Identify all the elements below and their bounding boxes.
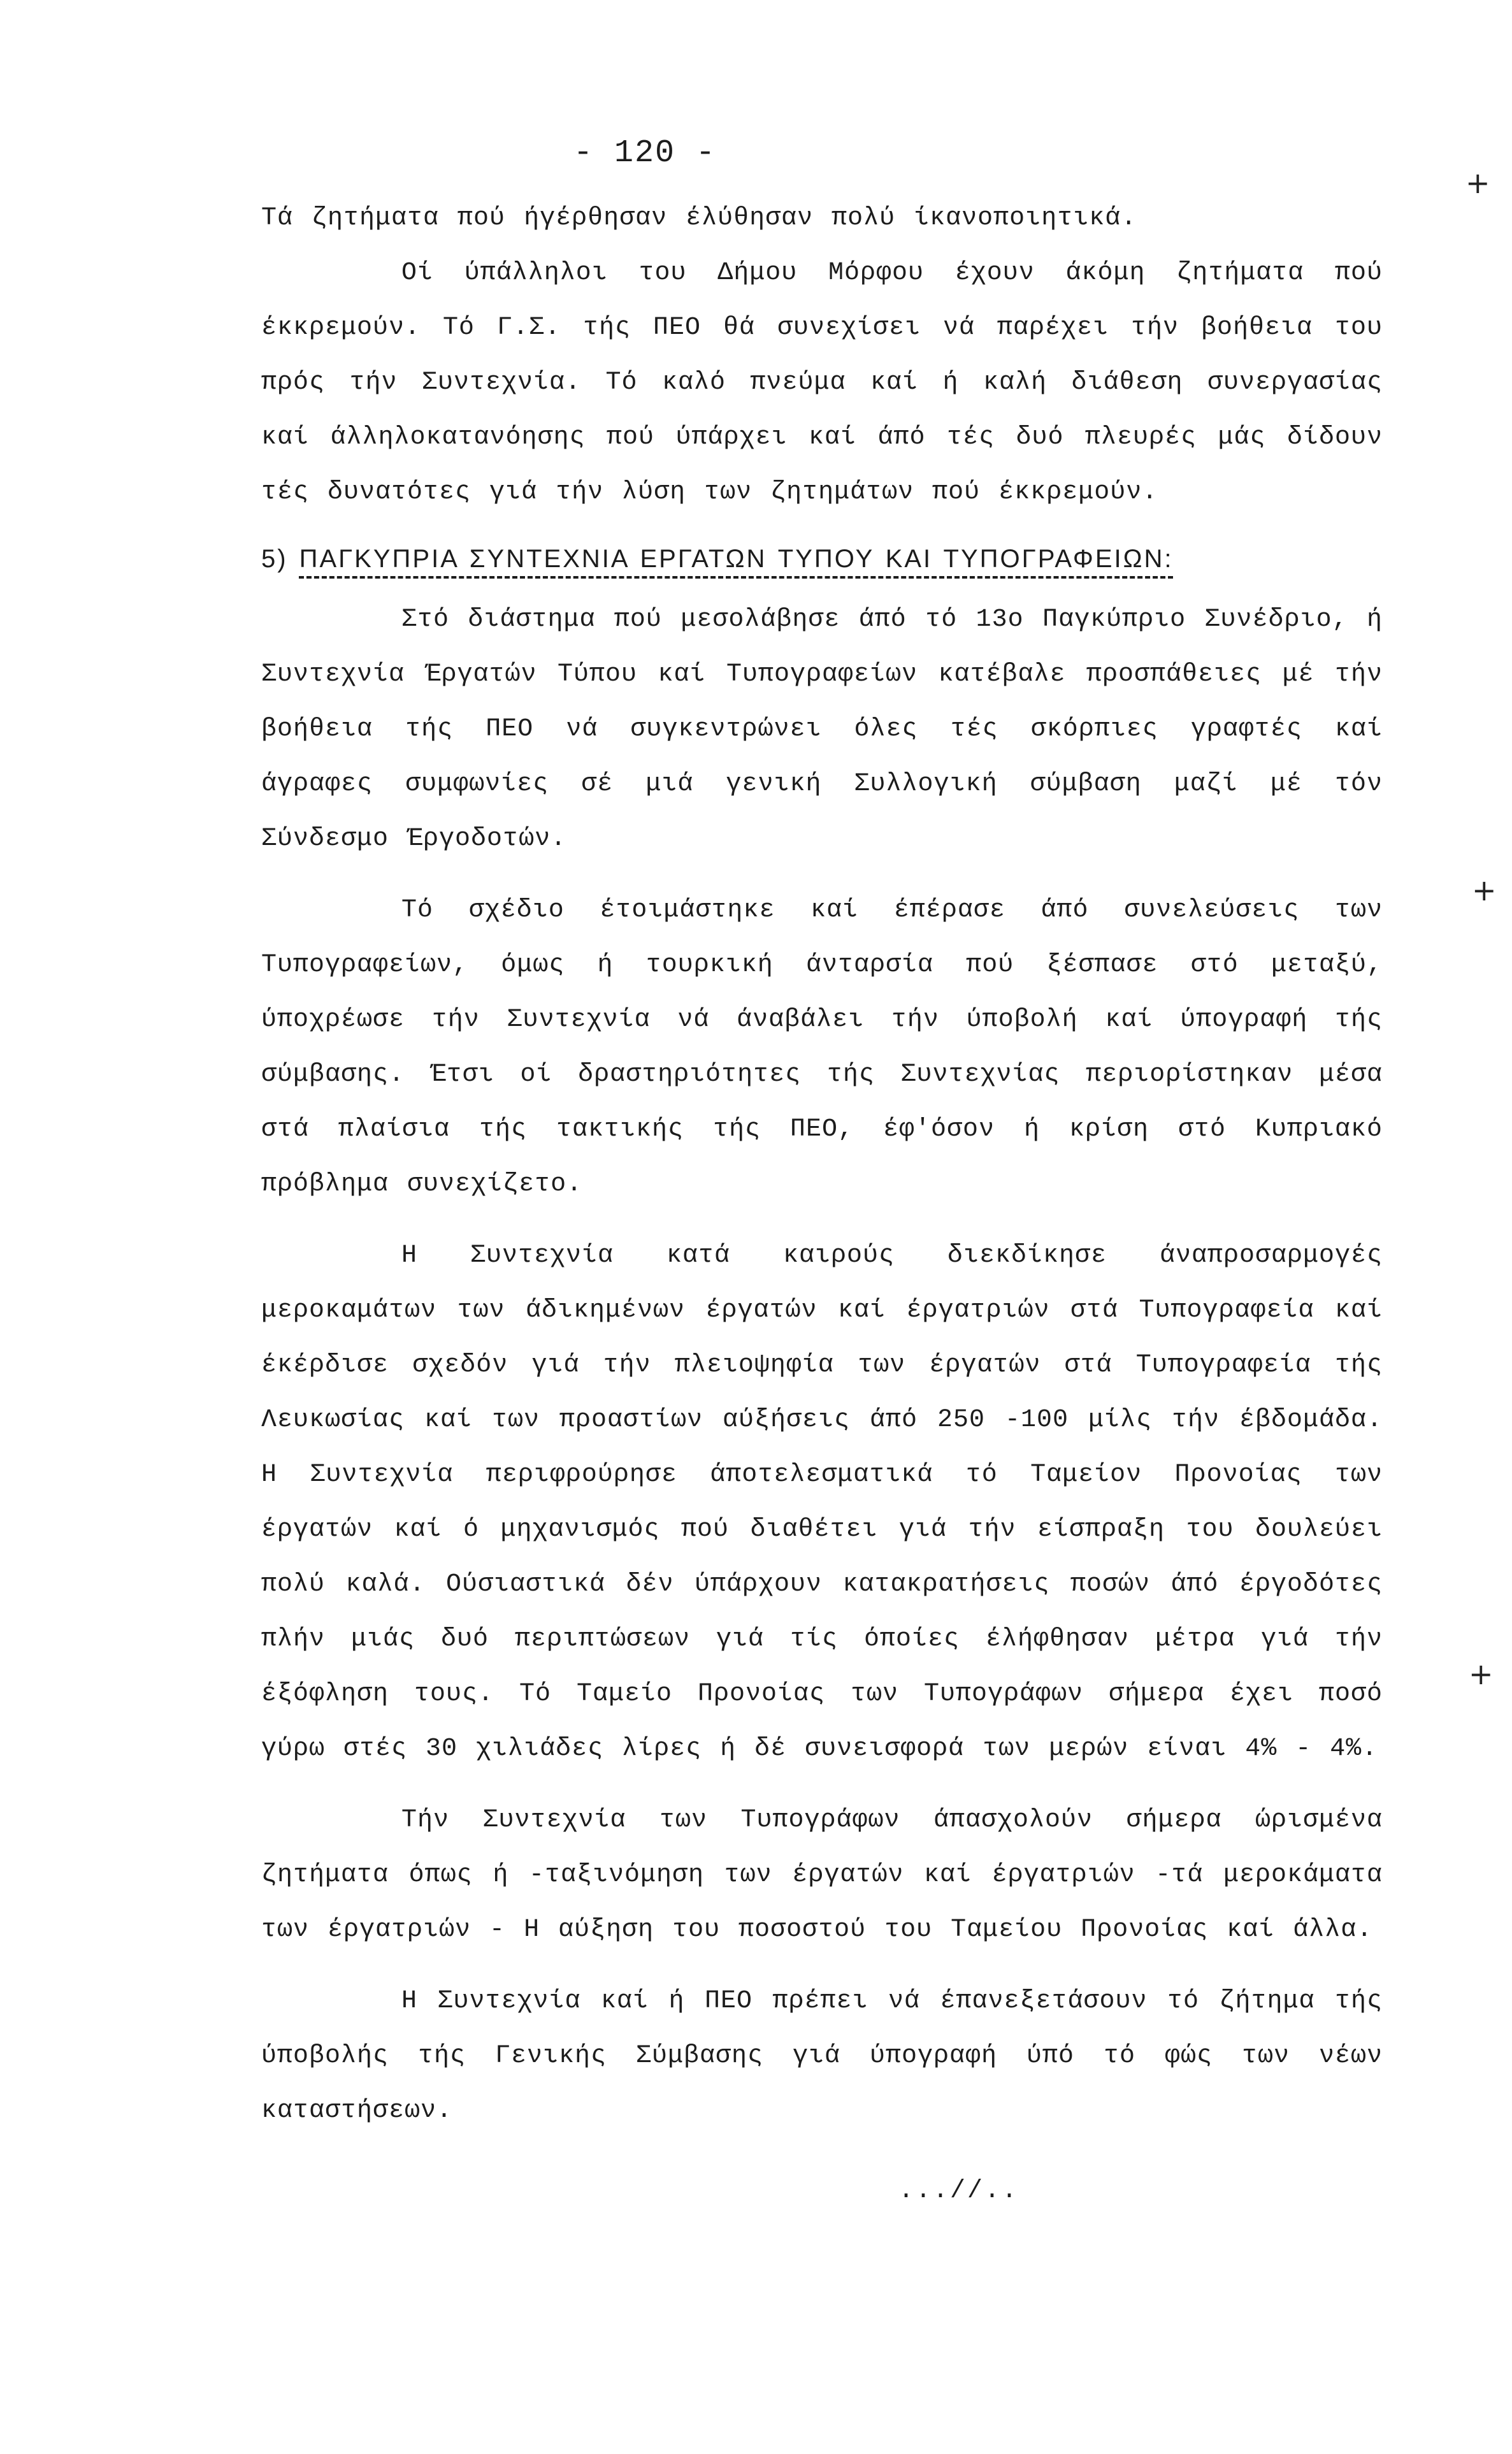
paragraph-morphou-employees: Οί ύπάλληλοι του Δήμου Μόρφου έχουν άκόμη ζητήματα πού έκκρεμούν. Τό Γ.Σ. τής ΠΕΟ θά συνεχίσει νά παρέχει τήν βοήθεια του πρός τήν Συντεχνία. Τό καλό πνεύμα καί ή καλή διάθεση συνεργασίας καί άλληλοκατανόησης πού ύπάρχει καί άπό τές δυό πλευρές μάς δίδουν τές δυνατότες γιά τήν λύση των ζητημάτων πού έκκρεμούν. (261, 259, 1383, 507)
paragraph-reexamine-agreement: Η Συντεχνία καί ή ΠΕΟ πρέπει νά έπανεξετάσουν τό ζήτημα τής ύποβολής τής Γενικής Σύμβασης γιά ύπογραφή ύπό τό φώς των νέων καταστήσεων. (261, 1987, 1383, 2125)
document-body (261, 191, 1383, 2219)
paragraph-resolved-issues: Τά ζητήματα πού ήγέρθησαν έλύθησαν πολύ ίκανοποιητικά. (261, 204, 1137, 233)
paragraph-current-issues: Τήν Συντεχνία των Τυπογράφων άπασχολούν σήμερα ώρισμένα ζητήματα όπως ή -ταξινόμηση των έργατών καί έργατριών -τά μεροκάματα των έργατριών - Η αύξηση του ποσοστού του Ταμείου Προνοίας καί άλλα. (261, 1806, 1383, 1944)
page-number: - 120 - (573, 135, 717, 171)
section-heading (261, 531, 1383, 586)
section-title: ΠΑΓΚΥΠΡΙΑ ΣΥΝΤΕΧΝΙΑ ΕΡΓΑΤΩΝ ΤΥΠΟΥ ΚΑΙ ΤΥΠΟΓΡΑΦΕΙΩΝ: (299, 545, 1174, 573)
paragraph-collective-agreement: Στό διάστημα πού μεσολάβησε άπό τό 13ο Παγκύπριο Συνέδριο, ή Συντεχνία Έργατών Τύπου καί Τυπογραφείων κατέβαλε προσπάθειες μέ τήν βοήθεια τής ΠΕΟ νά συγκεντρώνει όλες τές σκόρπιες γραφτές καί άγραφες συμφωνίες σέ μιά γενική Συλλογική σύμβαση μαζί μέ τόν Σύνδεσμο Έργοδοτών. (261, 605, 1383, 853)
closing-mark: ...//.. (898, 2177, 1019, 2205)
section-number: 5) (261, 545, 288, 573)
margin-mark-icon: + (1465, 166, 1490, 200)
paragraph-wage-adjustments: Η Συντεχνία κατά καιρούς διεκδίκησε άναπροσαρμογές μεροκαμάτων των άδικημένων έργατών καί έργατριών στά Τυπογραφεία καί έκέρδισε σχεδόν γιά τήν πλειοψηφία των έργατών στά Τυπογραφεία τής Λευκωσίας καί των προαστίων αύξήσεις άπό 250 -100 μίλς τήν έβδομάδα. Η Συντεχνία περιφρούρησε άποτελεσματικά τό Ταμείον Προνοίας των έργατών καί ό μηχανισμός πού διαθέτει γιά τήν είσπραξη του δουλεύει πολύ καλά. Ούσιαστικά δέν ύπάρχουν κατακρατήσεις ποσών άπό έργοδότες πλήν μιάς δυό περιπτώσεων γιά τίς όποίες έλήφθησαν μέτρα γιά τήν έξόφληση τους. Τό Ταμείο Προνοίας των Τυπογράφων σήμερα έχει ποσό γύρω στές 30 χιλιάδες λίρες ή δέ συνεισφορά των μερών είναι 4% - 4%. (261, 1241, 1383, 1763)
margin-mark-icon: + (1472, 873, 1497, 907)
paragraph-draft-plan: Τό σχέδιο έτοιμάστηκε καί έπέρασε άπό συνελεύσεις των Τυπογραφείων, όμως ή τουρκική άνταρσία πού ξέσπασε στό μεταξύ, ύποχρέωσε τήν Συντεχνία νά άναβάλει τήν ύποβολή καί ύπογραφή τής σύμβασης. Έτσι οί δραστηριότητες τής Συντεχνίας περιορίστηκαν μέσα στά πλαίσια τής τακτικής τής ΠΕΟ, έφ'όσον ή κρίση στό Κυπριακό πρόβλημα συνεχίζετο. (261, 896, 1383, 1199)
margin-mark-icon: + (1469, 1657, 1494, 1691)
